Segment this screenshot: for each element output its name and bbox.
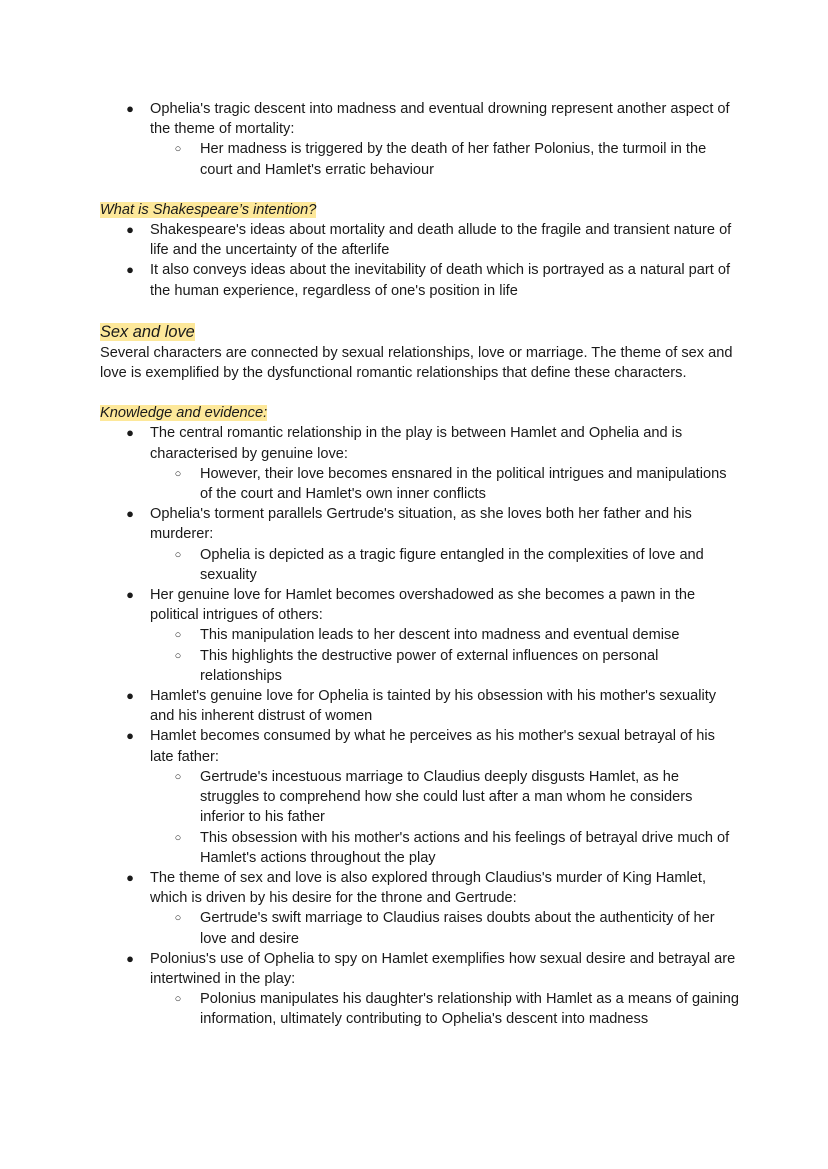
sub-bullet-icon: ○ <box>174 649 182 662</box>
sub-list-item <box>150 545 740 585</box>
knowledge-list <box>100 423 740 1029</box>
section-paragraph: Several characters are connected by sexual relationships, love or marriage. The theme of sex and love is exemplified by the dysfunctional romantic relationships that define these characters. <box>100 344 733 382</box>
sub-list-item-text: However, their love becomes ensnared in the political intrigues and manipulations of the court and Hamlet's own inner conflicts <box>200 465 727 503</box>
list-item <box>100 585 740 686</box>
list-item-text: Polonius's use of Ophelia to spy on Hamlet exemplifies how sexual desire and betrayal are intertwined in the play: <box>150 950 736 987</box>
bullet-icon: ● <box>126 950 134 966</box>
intention-list <box>100 220 740 301</box>
sub-list-item-text: Gertrude's incestuous marriage to Claudius deeply disgusts Hamlet, as he struggles to comprehend how she could lust after a man whom he considers inferior to his father <box>200 768 693 826</box>
sub-bullet-icon: ○ <box>174 548 182 561</box>
list-item <box>100 260 740 300</box>
sub-list-item-text: This highlights the destructive power of external influences on personal relationships <box>200 647 659 684</box>
sub-list <box>150 989 740 1029</box>
sub-list-item <box>150 908 740 948</box>
sub-bullet-icon: ○ <box>174 629 182 642</box>
bullet-icon: ● <box>126 222 134 238</box>
sub-list-item <box>150 139 740 179</box>
sub-bullet-icon: ○ <box>174 770 182 783</box>
sub-list-item-text: Ophelia is depicted as a tragic figure entangled in the complexities of love and sexuality <box>200 546 704 583</box>
list-item <box>100 686 740 726</box>
sub-list-item-text: This obsession with his mother's actions and his feelings of betrayal drive much of Hamlet's actions throughout the play <box>200 829 730 866</box>
sub-bullet-icon: ○ <box>174 993 182 1006</box>
sub-list-item <box>150 767 740 828</box>
list-item-text: Shakespeare's ideas about mortality and death allude to the fragile and transient nature of life and the uncertainty of the afterlife <box>150 222 732 259</box>
sub-bullet-icon: ○ <box>174 467 182 480</box>
section-heading: Sex and love <box>100 322 195 341</box>
list-item-text: Hamlet becomes consumed by what he perceives as his mother's sexual betrayal of his late father: <box>150 728 715 765</box>
list-item <box>100 726 740 867</box>
sub-list <box>150 625 740 686</box>
sub-list <box>150 139 740 179</box>
sub-list-item <box>150 464 740 504</box>
bullet-icon: ● <box>126 101 134 116</box>
list-item <box>100 949 740 1030</box>
list-item-text: Ophelia's tragic descent into madness and eventual drowning represent another aspect of the theme of mortality: <box>150 101 730 138</box>
document-content <box>100 99 740 1030</box>
list-item-text: Hamlet's genuine love for Ophelia is tainted by his obsession with his mother's sexuality and his inherent distrust of women <box>150 688 717 725</box>
bullet-icon: ● <box>126 728 134 744</box>
sub-bullet-icon: ○ <box>174 143 182 156</box>
sub-list <box>150 464 740 504</box>
sub-list-item-text: Her madness is triggered by the death of her father Polonius, the turmoil in the court and Hamlet's erratic behaviour <box>200 141 707 178</box>
sub-list-item-text: Gertrude's swift marriage to Claudius raises doubts about the authenticity of her love and desire <box>200 910 715 947</box>
list-item-text: The central romantic relationship in the play is between Hamlet and Ophelia and is characterised by genuine love: <box>150 425 683 462</box>
intention-heading: What is Shakespeare’s intention? <box>100 201 317 218</box>
sub-list <box>150 767 740 868</box>
list-item-text: Her genuine love for Hamlet becomes overshadowed as she becomes a pawn in the political intrigues of others: <box>150 587 696 624</box>
sub-list-item <box>150 989 740 1029</box>
list-item-text: The theme of sex and love is also explored through Claudius's murder of King Hamlet, which is driven by his desire for the throne and Gertrude: <box>150 869 707 907</box>
list-item-text: Ophelia's torment parallels Gertrude's situation, as she loves both her father and his murderer: <box>150 506 692 543</box>
sub-list-item-text: This manipulation leads to her descent into madness and eventual demise <box>200 627 680 644</box>
sub-list <box>150 545 740 585</box>
bullet-icon: ● <box>126 688 134 704</box>
mortality-list <box>100 99 740 180</box>
list-item <box>100 220 740 260</box>
bullet-icon: ● <box>126 425 134 441</box>
sub-list-item <box>150 646 740 686</box>
sub-list-item-text: Polonius manipulates his daughter's relationship with Hamlet as a means of gaining information, ultimately contributing to Ophelia's descent into madness <box>200 991 740 1028</box>
list-item <box>100 423 740 504</box>
list-item <box>100 868 740 949</box>
list-item-text: It also conveys ideas about the inevitability of death which is portrayed as a natural part of the human experience, regardless of one's position in life <box>150 262 731 299</box>
list-item <box>100 504 740 585</box>
sub-bullet-icon: ○ <box>174 831 182 844</box>
bullet-icon: ● <box>126 506 134 522</box>
bullet-icon: ● <box>126 869 134 885</box>
list-item <box>100 99 740 180</box>
bullet-icon: ● <box>126 262 134 278</box>
knowledge-heading: Knowledge and evidence: <box>100 405 268 422</box>
sub-list-item <box>150 828 740 868</box>
sub-list-item <box>150 625 740 645</box>
bullet-icon: ● <box>126 587 134 603</box>
sub-list <box>150 908 740 948</box>
sub-bullet-icon: ○ <box>174 912 182 925</box>
